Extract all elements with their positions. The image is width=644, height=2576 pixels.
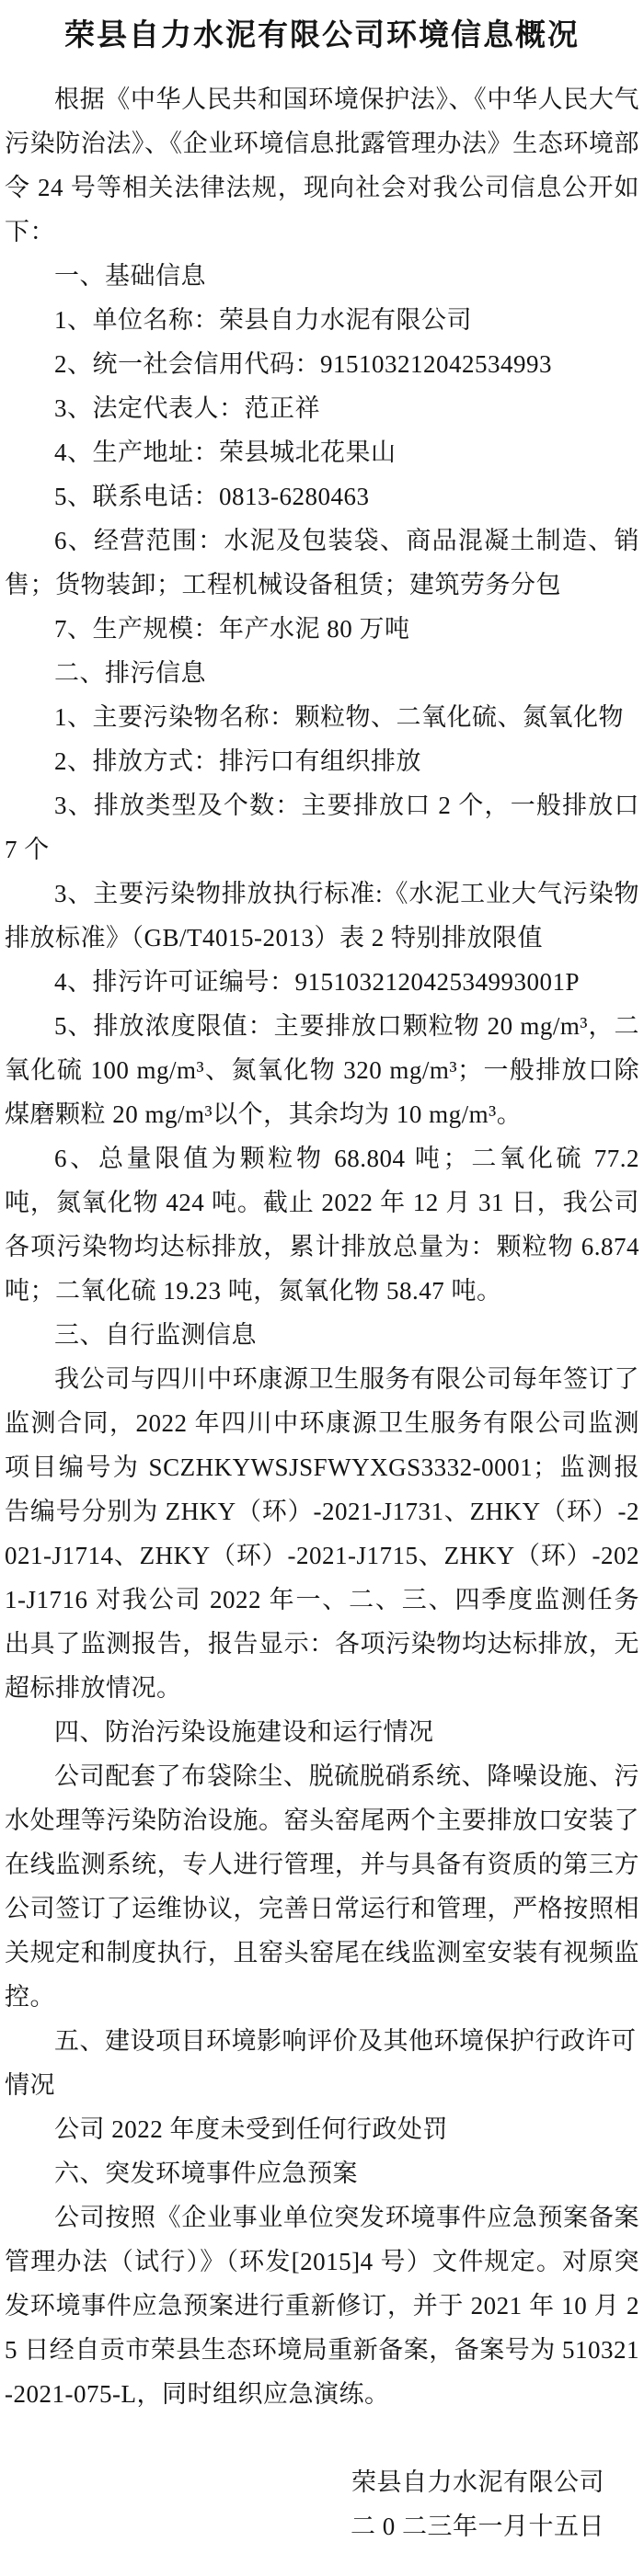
paragraph: 7、生产规模：年产水泥 80 万吨	[54, 615, 410, 644]
paragraph: 1、主要污染物名称：颗粒物、二氧化硫、氮氧化物	[54, 703, 624, 732]
paragraph: 2、排放方式：排污口有组织排放	[54, 747, 421, 776]
paragraph: 3、排放类型及个数：主要排放口 2 个，一般排放口 7 个	[5, 792, 639, 864]
paragraph: 根据《中华人民共和国环境保护法》、《中华人民大气污染防治法》、《企业环境信息批露管理办法》生态环境部令 24 号等相关法律法规，现向社会对我公司信息公开如下：	[5, 85, 639, 246]
paragraph: 1、单位名称：荣县自力水泥有限公司	[54, 306, 472, 335]
paragraph: 我公司与四川中环康源卫生服务有限公司每年签订了监测合同，2022 年四川中环康源卫生服务有限公司监测项目编号为 SCZHKYWSJSFWYXGS3332-0001；监测报告编号分别为 ZHKY（环）-2021-J1731、ZHKY（环）-2021-J1714、ZHKY（环）-2021-J1715、ZHKY（环）-2021-J1716 对我公司 2022 年一、二、三、四季度监测任务出具了监测报告，报告显示：各项污染物均达标排放，无超标排放情况。	[5, 1365, 639, 1703]
blank-line	[5, 2416, 639, 2460]
paragraph: 6、经营范围：水泥及包装袋、商品混凝土制造、销售；货物装卸；工程机械设备租赁；建筑劳务分包	[5, 527, 639, 599]
paragraph: 5、联系电话：0813-6280463	[54, 483, 370, 511]
paragraph: 公司 2022 年度未受到任何行政处罚	[54, 2115, 448, 2144]
paragraph: 公司配套了布袋除尘、脱硫脱硝系统、降噪设施、污水处理等污染防治设施。窑头窑尾两个主要排放口安装了在线监测系统，专人进行管理，并与具备有资质的第三方公司签订了运维协议，完善日常运行和管理，严格按照相关规定和制度执行，且窑头窑尾在线监测室安装有视频监控。	[5, 1762, 639, 2012]
paragraph: 5、排放浓度限值：主要排放口颗粒物 20 mg/m³，二氧化硫 100 mg/m³、氮氧化物 320 mg/m³；一般排放口除煤磨颗粒 20 mg/m³以个，其余均为 10 mg/m³。	[5, 1012, 639, 1129]
section-heading: 三、自行监测信息	[54, 1321, 257, 1350]
document-body	[5, 77, 639, 2548]
paragraph: 3、主要污染物排放执行标准:《水泥工业大气污染物排放标准》（GB/T4015-2013）表 2 特别排放限值	[5, 880, 639, 952]
section-heading: 六、突发环境事件应急预案	[54, 2160, 358, 2188]
paragraph: 6、总量限值为颗粒物 68.804 吨；二氧化硫 77.2 吨，氮氧化物 424 吨。截止 2022 年 12 月 31 日，我公司各项污染物均达标排放，累计排放总量为：颗粒物 6.874 吨；二氧化硫 19.23 吨，氮氧化物 58.47 吨。	[5, 1145, 639, 1305]
paragraph: 4、生产地址：荣县城北花果山	[54, 439, 397, 467]
section-heading: 四、防治污染设施建设和运行情况	[54, 1718, 434, 1747]
paragraph: 公司按照《企业事业单位突发环境事件应急预案备案管理办法（试行）》（环发[2015]4 号）文件规定。对原突发环境事件应急预案进行重新修订，并于 2021 年 10 月 25 日经自贡市荣县生态环境局重新备案，备案号为 510321-2021-075-L，同时组织应急演练。	[5, 2204, 639, 2409]
signature-line: 荣县自力水泥有限公司	[351, 2468, 604, 2497]
paragraph: 4、排污许可证编号：915103212042534993001P	[54, 968, 581, 997]
section-heading: 二、排污信息	[54, 659, 206, 688]
paragraph: 2、统一社会信用代码：915103212042534993	[54, 350, 552, 379]
signature-line: 二 0 二三年一月十五日	[351, 2513, 604, 2541]
paragraph: 3、法定代表人：范正祥	[54, 394, 320, 423]
section-heading: 一、基础信息	[54, 262, 206, 291]
document-title: 荣县自力水泥有限公司环境信息概况	[64, 19, 580, 52]
section-heading: 五、建设项目环境影响评价及其他环境保护行政许可情况	[5, 2027, 637, 2100]
